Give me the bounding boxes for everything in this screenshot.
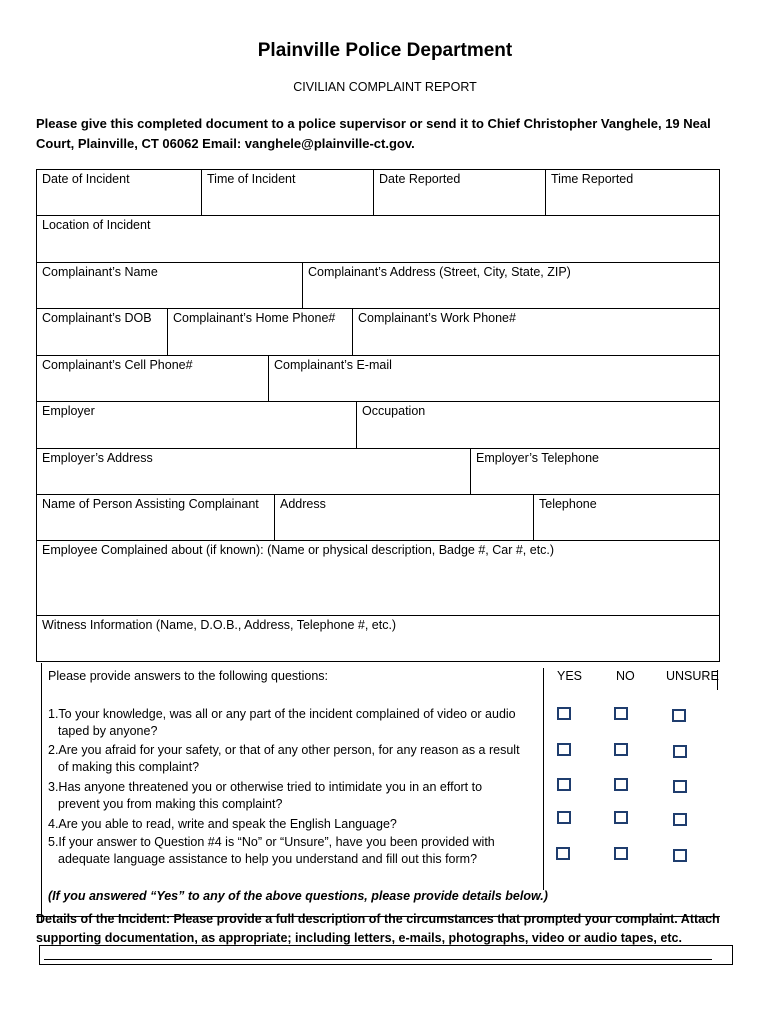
- column-yes: YES: [557, 669, 583, 683]
- column-no: NO: [616, 669, 635, 683]
- assisting-person-field[interactable]: [37, 495, 274, 540]
- q3-unsure-checkbox[interactable]: [673, 780, 687, 793]
- complainant-address-field[interactable]: [303, 263, 719, 308]
- field-label: Employer’s Telephone: [476, 451, 599, 465]
- details-underline: [44, 959, 712, 960]
- q2-unsure-checkbox[interactable]: [673, 745, 687, 758]
- field-label: Complainant’s E-mail: [274, 358, 392, 372]
- question-text: 1.To your knowledge, was all or any part of the incident complained of video or audio: [48, 707, 516, 721]
- question-3: [48, 779, 548, 813]
- q2-yes-checkbox[interactable]: [557, 743, 571, 756]
- field-label: Complainant’s DOB: [42, 311, 152, 325]
- field-label: Employer: [42, 404, 95, 418]
- occupation-field[interactable]: [357, 402, 719, 448]
- complainant-dob-field[interactable]: [37, 309, 167, 355]
- grid-line: [719, 169, 720, 662]
- field-label: Time Reported: [551, 172, 634, 186]
- field-label: Time of Incident: [207, 172, 296, 186]
- grid-line: [36, 661, 720, 662]
- question-4: [48, 816, 548, 833]
- date-of-incident-field[interactable]: [37, 170, 201, 215]
- field-label: Name of Person Assisting Complainant: [42, 497, 259, 511]
- complainant-cell-phone-field[interactable]: [37, 356, 268, 401]
- field-label: Date Reported: [379, 172, 461, 186]
- question-text: 4.Are you able to read, write and speak the English Language?: [48, 817, 397, 831]
- complainant-name-field[interactable]: [37, 263, 302, 308]
- field-label: Location of Incident: [42, 218, 151, 232]
- question-text: 3.Has anyone threatened you or otherwise tried to intimidate you in an effort to: [48, 780, 483, 794]
- field-label: Complainant’s Home Phone#: [173, 311, 336, 325]
- question-text: adequate language assistance to help you understand and fill out this form?: [58, 852, 478, 866]
- q2-no-checkbox[interactable]: [614, 743, 628, 756]
- complainant-email-field[interactable]: [269, 356, 719, 401]
- assisting-telephone-field[interactable]: [534, 495, 719, 540]
- q4-unsure-checkbox[interactable]: [673, 813, 687, 826]
- q4-yes-checkbox[interactable]: [557, 811, 571, 824]
- employer-address-field[interactable]: [37, 449, 470, 494]
- field-label: Telephone: [539, 497, 597, 511]
- employee-complained-field[interactable]: [37, 541, 719, 615]
- followup-note: (If you answered “Yes” to any of the above questions, please provide details below.): [48, 889, 548, 903]
- assisting-address-field[interactable]: [275, 495, 533, 540]
- question-1: [48, 706, 548, 740]
- q5-no-checkbox[interactable]: [614, 847, 628, 860]
- question-text: 5.If your answer to Question #4 is “No” or “Unsure”, have you been provided with: [48, 835, 495, 849]
- questions-prompt: Please provide answers to the following questions:: [48, 669, 329, 683]
- details-textbox[interactable]: [39, 945, 733, 965]
- time-of-incident-field[interactable]: [202, 170, 373, 215]
- field-label: Complainant’s Address (Street, City, State, ZIP): [308, 265, 571, 279]
- complainant-home-phone-field[interactable]: [168, 309, 352, 355]
- question-text: taped by anyone?: [58, 724, 158, 738]
- question-2: [48, 742, 548, 776]
- witness-info-field[interactable]: [37, 616, 719, 661]
- field-label: Complainant’s Name: [42, 265, 158, 279]
- details-instructions: Details of the Incident: Please provide a full description of the circumstances that prompted your complaint. Attach supporting documentation, as appropriate; including letters, e-mails, photographs, video or audio tapes, etc.: [36, 912, 720, 945]
- time-reported-field[interactable]: [546, 170, 719, 215]
- question-text: prevent you from making this complaint?: [58, 797, 283, 811]
- question-text: 2.Are you afraid for your safety, or that of any other person, for any reason as a result: [48, 743, 520, 757]
- field-label: Employee Complained about (if known): (Name or physical description, Badge #, Car #, etc.): [42, 543, 555, 557]
- location-of-incident-field[interactable]: [37, 216, 719, 262]
- section-border: [41, 663, 42, 923]
- q5-unsure-checkbox[interactable]: [673, 849, 687, 862]
- employer-field[interactable]: [37, 402, 356, 448]
- field-label: Witness Information (Name, D.O.B., Address, Telephone #, etc.): [42, 618, 397, 632]
- q1-unsure-checkbox[interactable]: [672, 709, 686, 722]
- q4-no-checkbox[interactable]: [614, 811, 628, 824]
- q1-yes-checkbox[interactable]: [557, 707, 571, 720]
- field-label: Occupation: [362, 404, 426, 418]
- submission-instructions: Please give this completed document to a police supervisor or send it to Chief Christopher Vanghele, 19 Neal Court, Plainville, CT 06062 Email: vanghele@plainville-ct.gov.: [36, 116, 711, 151]
- field-label: Employer’s Address: [42, 451, 153, 465]
- q5-yes-checkbox[interactable]: [556, 847, 570, 860]
- field-label: Complainant’s Work Phone#: [358, 311, 516, 325]
- employer-telephone-field[interactable]: [471, 449, 719, 494]
- q3-no-checkbox[interactable]: [614, 778, 628, 791]
- question-text: of making this complaint?: [58, 760, 200, 774]
- field-label: Complainant’s Cell Phone#: [42, 358, 193, 372]
- field-label: Address: [280, 497, 326, 511]
- date-reported-field[interactable]: [374, 170, 545, 215]
- q1-no-checkbox[interactable]: [614, 707, 628, 720]
- page-title: Plainville Police Department: [257, 40, 513, 61]
- field-label: Date of Incident: [42, 172, 130, 186]
- question-5: [48, 834, 548, 868]
- form-subtitle: CIVILIAN COMPLAINT REPORT: [293, 80, 477, 94]
- column-unsure: UNSURE: [666, 669, 719, 683]
- complainant-work-phone-field[interactable]: [353, 309, 719, 355]
- q3-yes-checkbox[interactable]: [557, 778, 571, 791]
